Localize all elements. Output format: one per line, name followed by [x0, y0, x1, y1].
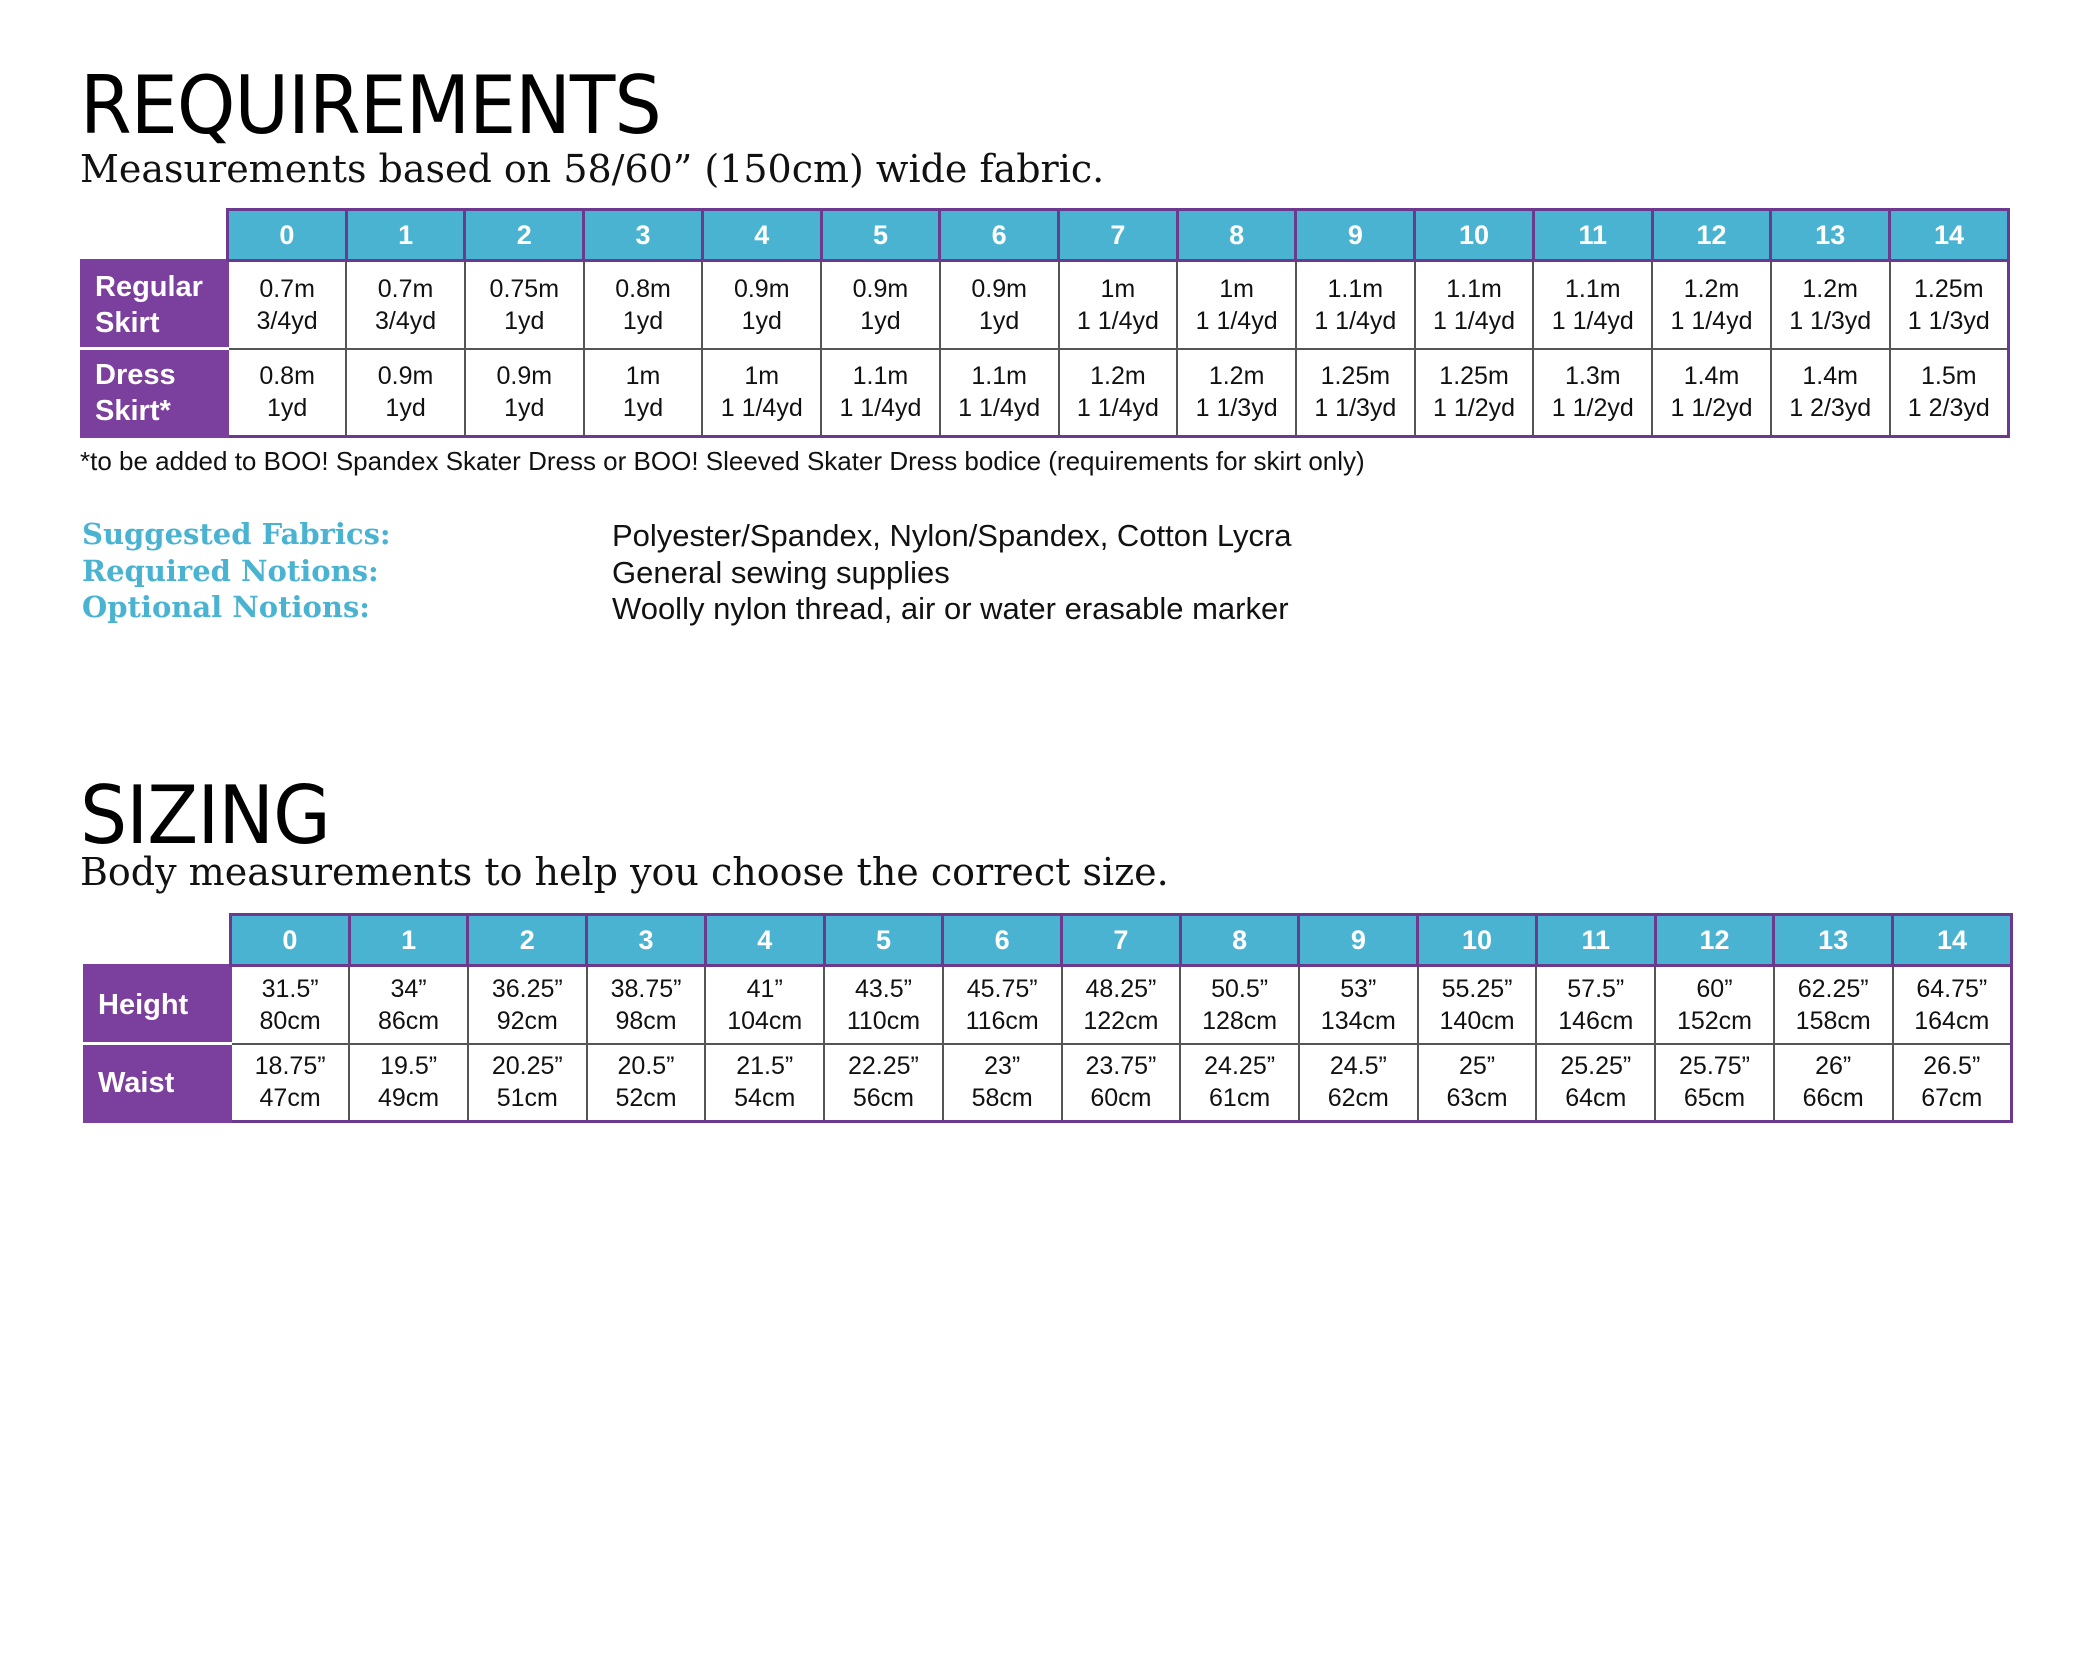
cell-primary-value: 0.9m — [733, 274, 790, 303]
requirements-size-header-row — [82, 210, 2009, 261]
table-cell — [705, 1044, 824, 1122]
cell-primary-value: 1.25m — [1914, 274, 1984, 303]
cell-secondary-value: 64cm — [1565, 1084, 1627, 1113]
cell-secondary-value: 1 1/4yd — [1314, 306, 1397, 335]
cell-primary-value: 25.25” — [1560, 1052, 1632, 1081]
size-header: 9 — [1296, 210, 1415, 261]
cell-secondary-value: 56cm — [852, 1084, 915, 1113]
cell-primary-value: 1.2m — [1802, 274, 1858, 303]
table-cell — [1771, 261, 1890, 349]
cell-secondary-value: 1 1/4yd — [1433, 306, 1516, 335]
size-header: 11 — [1533, 210, 1652, 261]
table-cell — [1062, 966, 1181, 1044]
table-cell — [943, 1044, 1062, 1122]
cell-secondary-value: 1 1/4yd — [1670, 306, 1753, 335]
cell-secondary-value: 1 1/3yd — [1195, 394, 1278, 423]
table-cell — [231, 966, 350, 1044]
cell-secondary-value: 1 1/4yd — [958, 394, 1041, 423]
cell-secondary-value: 1yd — [622, 394, 664, 423]
cell-primary-value: 0.9m — [496, 362, 553, 391]
cell-secondary-value: 1 1/4yd — [1076, 306, 1159, 335]
cell-secondary-value: 104cm — [727, 1006, 803, 1035]
table-cell — [1415, 261, 1534, 349]
table-cell — [468, 1044, 587, 1122]
size-header: 4 — [705, 915, 824, 966]
table-cell — [349, 966, 468, 1044]
cell-primary-value: 1.2m — [1090, 362, 1146, 391]
cell-primary-value: 50.5” — [1211, 974, 1269, 1003]
cell-primary-value: 55.25” — [1441, 974, 1513, 1003]
size-header: 2 — [468, 915, 587, 966]
size-header: 3 — [587, 915, 706, 966]
requirements-footnote: *to be added to BOO! Spandex Skater Dress or BOO! Sleeved Skater Dress bodice (requirements for skirt only) — [80, 446, 1365, 476]
cell-secondary-value: 54cm — [734, 1084, 796, 1113]
table-cell — [821, 261, 940, 349]
table-cell — [1893, 1044, 2012, 1122]
requirements-table — [80, 208, 2010, 438]
size-header: 10 — [1415, 210, 1534, 261]
table-cell — [584, 349, 703, 437]
cell-secondary-value: 92cm — [496, 1006, 558, 1035]
suggested-fabrics-label: Suggested Fabrics: — [82, 517, 391, 551]
table-cell — [231, 1044, 350, 1122]
cell-secondary-value: 128cm — [1202, 1006, 1278, 1035]
cell-primary-value: 24.5” — [1329, 1052, 1387, 1081]
cell-primary-value: 0.7m — [259, 274, 315, 303]
table-cell — [1177, 261, 1296, 349]
cell-primary-value: 57.5” — [1567, 974, 1625, 1003]
size-header: 14 — [1890, 210, 2009, 261]
cell-secondary-value: 3/4yd — [374, 306, 437, 335]
cell-secondary-value: 1yd — [979, 306, 1020, 335]
cell-primary-value: 21.5” — [736, 1052, 794, 1081]
size-header: 4 — [702, 210, 821, 261]
optional-notions-value: Woolly nylon thread, air or water erasable marker — [612, 591, 1289, 626]
table-cell — [702, 349, 821, 437]
size-header: 8 — [1180, 915, 1299, 966]
size-header: 5 — [824, 915, 943, 966]
cell-secondary-value: 1yd — [504, 394, 545, 423]
table-cell — [468, 966, 587, 1044]
optional-notions-label: Optional Notions: — [82, 590, 371, 624]
table-cell — [228, 349, 347, 437]
cell-secondary-value: 67cm — [1921, 1084, 1983, 1113]
cell-primary-value: 64.75” — [1916, 974, 1988, 1003]
table-cell — [1418, 966, 1537, 1044]
cell-secondary-value: 52cm — [615, 1084, 677, 1113]
table-cell — [1059, 261, 1178, 349]
table-cell — [346, 261, 465, 349]
cell-secondary-value: 158cm — [1795, 1006, 1871, 1035]
row-label-height: Height — [85, 966, 231, 1044]
size-header: 8 — [1177, 210, 1296, 261]
cell-secondary-value: 1yd — [741, 306, 782, 335]
table-cell — [1533, 261, 1652, 349]
row-label-dress-skirt — [82, 349, 228, 437]
cell-primary-value: 18.75” — [254, 1052, 326, 1081]
table-cell — [228, 261, 347, 349]
table-cell — [1177, 349, 1296, 437]
required-notions-value: General sewing supplies — [612, 555, 950, 590]
cell-secondary-value: 1 1/2yd — [1551, 394, 1634, 423]
cell-secondary-value: 1 2/3yd — [1907, 394, 1990, 423]
cell-secondary-value: 1 1/3yd — [1907, 306, 1990, 335]
cell-secondary-value: 80cm — [259, 1006, 321, 1035]
table-cell — [1059, 349, 1178, 437]
cell-primary-value: 0.75m — [489, 274, 560, 303]
cell-primary-value: 1.1m — [1564, 274, 1621, 303]
size-header: 7 — [1059, 210, 1178, 261]
cell-secondary-value: 1 1/2yd — [1433, 394, 1516, 423]
table-cell — [1652, 349, 1771, 437]
sizing-table — [83, 913, 2013, 1123]
cell-secondary-value: 1 1/4yd — [1551, 306, 1634, 335]
size-header: 0 — [228, 210, 347, 261]
cell-primary-value: 48.25” — [1085, 974, 1157, 1003]
required-notions-label: Required Notions: — [82, 554, 379, 588]
cell-primary-value: 20.5” — [617, 1052, 675, 1081]
table-cell — [1890, 261, 2009, 349]
cell-primary-value: 26.5” — [1923, 1052, 1981, 1081]
table-cell — [465, 261, 584, 349]
size-header: 13 — [1771, 210, 1890, 261]
table-cell — [1415, 349, 1534, 437]
cell-primary-value: 24.25” — [1204, 1052, 1276, 1081]
size-header: 12 — [1655, 915, 1774, 966]
cell-secondary-value: 58cm — [971, 1084, 1033, 1113]
table-cell — [1890, 349, 2009, 437]
cell-primary-value: 0.9m — [852, 274, 909, 303]
cell-secondary-value: 1yd — [266, 394, 308, 423]
cell-primary-value: 31.5” — [261, 974, 319, 1003]
size-header: 0 — [231, 915, 350, 966]
size-header: 13 — [1774, 915, 1893, 966]
cell-primary-value: 22.25” — [848, 1052, 919, 1081]
cell-secondary-value: 152cm — [1676, 1006, 1752, 1035]
table-cell — [821, 349, 940, 437]
size-header: 2 — [465, 210, 584, 261]
table-cell — [824, 966, 943, 1044]
table-cell — [1893, 966, 2012, 1044]
cell-secondary-value: 1 2/3yd — [1789, 394, 1872, 423]
cell-primary-value: 23” — [984, 1052, 1021, 1081]
row-label-line: Regular — [95, 270, 203, 303]
size-header: 7 — [1062, 915, 1181, 966]
cell-primary-value: 0.8m — [615, 274, 671, 303]
cell-secondary-value: 3/4yd — [256, 306, 318, 335]
size-header: 3 — [584, 210, 703, 261]
table-corner — [82, 210, 228, 261]
cell-primary-value: 34” — [390, 974, 427, 1003]
cell-primary-value: 53” — [1340, 974, 1377, 1003]
cell-secondary-value: 1yd — [860, 306, 901, 335]
cell-primary-value: 45.75” — [966, 974, 1038, 1003]
table-cell — [1180, 1044, 1299, 1122]
table-cell — [1296, 349, 1415, 437]
cell-secondary-value: 1 1/4yd — [1195, 306, 1278, 335]
requirements-subtitle: Measurements based on 58/60” (150cm) wide fabric. — [80, 147, 1105, 191]
cell-secondary-value: 164cm — [1914, 1006, 1990, 1035]
table-cell — [1299, 966, 1418, 1044]
cell-secondary-value: 1 1/4yd — [1076, 394, 1159, 423]
table-cell — [943, 966, 1062, 1044]
table-cell — [587, 966, 706, 1044]
cell-primary-value: 1.2m — [1683, 274, 1740, 303]
cell-secondary-value: 66cm — [1802, 1084, 1864, 1113]
table-cell — [1062, 1044, 1181, 1122]
row-label-line: Skirt — [95, 306, 160, 339]
cell-secondary-value: 86cm — [378, 1006, 440, 1035]
table-cell — [1652, 261, 1771, 349]
cell-secondary-value: 134cm — [1320, 1006, 1396, 1035]
size-header: 1 — [349, 915, 468, 966]
cell-primary-value: 1.1m — [852, 362, 909, 391]
cell-primary-value: 1.3m — [1564, 362, 1621, 391]
table-cell — [587, 1044, 706, 1122]
cell-primary-value: 1.1m — [1327, 274, 1384, 303]
cell-primary-value: 60” — [1696, 974, 1733, 1003]
cell-secondary-value: 110cm — [846, 1006, 921, 1035]
row-label-line: Dress — [95, 358, 176, 391]
size-header: 10 — [1418, 915, 1537, 966]
cell-primary-value: 20.25” — [491, 1052, 563, 1081]
cell-secondary-value: 65cm — [1683, 1084, 1746, 1113]
cell-primary-value: 19.5” — [380, 1052, 438, 1081]
cell-secondary-value: 47cm — [259, 1084, 321, 1113]
cell-primary-value: 1.25m — [1439, 362, 1509, 391]
table-cell — [940, 261, 1059, 349]
cell-secondary-value: 51cm — [496, 1084, 558, 1113]
cell-secondary-value: 1yd — [622, 306, 664, 335]
table-cell — [1536, 966, 1655, 1044]
table-cell — [1774, 966, 1893, 1044]
cell-secondary-value: 1yd — [385, 394, 426, 423]
cell-primary-value: 1m — [625, 362, 661, 391]
size-header: 12 — [1652, 210, 1771, 261]
row-label-waist: Waist — [85, 1044, 231, 1122]
cell-primary-value: 41” — [746, 974, 783, 1003]
cell-primary-value: 1m — [744, 362, 780, 391]
cell-secondary-value: 98cm — [615, 1006, 677, 1035]
cell-primary-value: 1.1m — [971, 362, 1027, 391]
cell-primary-value: 0.7m — [377, 274, 434, 303]
cell-secondary-value: 1 1/4yd — [839, 394, 922, 423]
requirements-row-regular-skirt — [82, 261, 2009, 349]
table-cell — [1418, 1044, 1537, 1122]
table-cell — [1299, 1044, 1418, 1122]
suggested-fabrics-value: Polyester/Spandex, Nylon/Spandex, Cotton Lycra — [612, 518, 1292, 553]
table-cell — [940, 349, 1059, 437]
table-cell — [1655, 1044, 1774, 1122]
sizing-title: SIZING — [80, 769, 330, 862]
cell-secondary-value: 116cm — [965, 1006, 1039, 1035]
cell-secondary-value: 146cm — [1558, 1006, 1634, 1035]
cell-primary-value: 0.9m — [377, 362, 434, 391]
requirements-row-dress-skirt — [82, 349, 2009, 437]
cell-primary-value: 1.4m — [1683, 362, 1740, 391]
table-cell — [1774, 1044, 1893, 1122]
requirements-title: REQUIREMENTS — [80, 59, 661, 152]
cell-primary-value: 1.1m — [1446, 274, 1502, 303]
table-cell — [1655, 966, 1774, 1044]
size-header: 9 — [1299, 915, 1418, 966]
cell-primary-value: 26” — [1815, 1052, 1852, 1081]
cell-secondary-value: 63cm — [1446, 1084, 1508, 1113]
table-cell — [705, 966, 824, 1044]
cell-secondary-value: 122cm — [1083, 1006, 1159, 1035]
cell-primary-value: 25” — [1458, 1052, 1496, 1081]
cell-primary-value: 1.2m — [1208, 362, 1265, 391]
sizing-size-header-row — [85, 915, 2012, 966]
table-cell — [1533, 349, 1652, 437]
cell-secondary-value: 61cm — [1209, 1084, 1271, 1113]
cell-secondary-value: 1yd — [504, 306, 545, 335]
cell-secondary-value: 1 1/4yd — [720, 394, 803, 423]
cell-secondary-value: 62cm — [1327, 1084, 1389, 1113]
cell-primary-value: 1m — [1100, 274, 1136, 303]
table-cell — [346, 349, 465, 437]
table-cell — [1180, 966, 1299, 1044]
table-cell — [1771, 349, 1890, 437]
size-header: 14 — [1893, 915, 2012, 966]
cell-secondary-value: 49cm — [378, 1084, 440, 1113]
size-header: 1 — [346, 210, 465, 261]
cell-secondary-value: 1 1/3yd — [1789, 306, 1872, 335]
cell-primary-value: 0.9m — [971, 274, 1027, 303]
cell-secondary-value: 1 1/2yd — [1670, 394, 1753, 423]
cell-primary-value: 43.5” — [854, 974, 912, 1003]
cell-secondary-value: 140cm — [1439, 1006, 1515, 1035]
table-corner — [85, 915, 231, 966]
row-label-regular-skirt — [82, 261, 228, 349]
sizing-row-waist — [85, 1044, 2012, 1122]
table-cell — [1536, 1044, 1655, 1122]
table-cell — [465, 349, 584, 437]
size-header: 6 — [940, 210, 1059, 261]
cell-primary-value: 1.25m — [1320, 362, 1391, 391]
cell-primary-value: 38.75” — [610, 974, 682, 1003]
size-header: 5 — [821, 210, 940, 261]
sizing-subtitle: Body measurements to help you choose the correct size. — [80, 850, 1169, 894]
cell-secondary-value: 60cm — [1090, 1084, 1152, 1113]
cell-primary-value: 1.4m — [1802, 362, 1858, 391]
cell-primary-value: 62.25” — [1797, 974, 1869, 1003]
cell-primary-value: 36.25” — [491, 974, 563, 1003]
table-cell — [584, 261, 703, 349]
sizing-row-height — [85, 966, 2012, 1044]
cell-primary-value: 23.75” — [1085, 1052, 1157, 1081]
table-cell — [824, 1044, 943, 1122]
cell-primary-value: 0.8m — [259, 362, 315, 391]
size-header: 11 — [1536, 915, 1655, 966]
table-cell — [1296, 261, 1415, 349]
cell-primary-value: 1m — [1219, 274, 1254, 303]
row-label-line: Skirt* — [95, 394, 171, 427]
cell-primary-value: 1.5m — [1920, 362, 1977, 391]
table-cell — [349, 1044, 468, 1122]
table-cell — [702, 261, 821, 349]
size-header: 6 — [943, 915, 1062, 966]
cell-secondary-value: 1 1/3yd — [1314, 394, 1397, 423]
cell-primary-value: 25.75” — [1679, 1052, 1750, 1081]
